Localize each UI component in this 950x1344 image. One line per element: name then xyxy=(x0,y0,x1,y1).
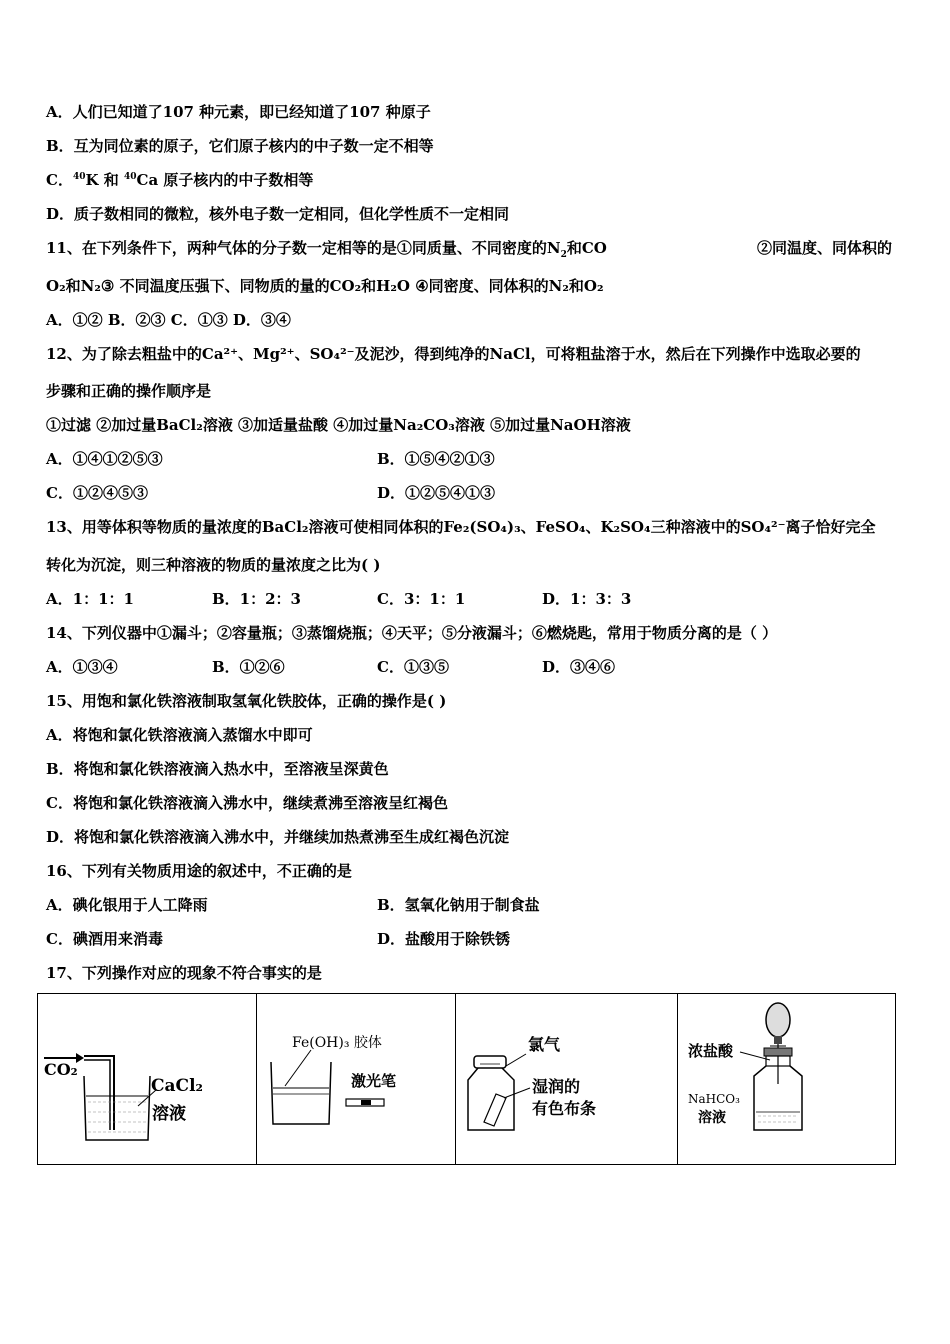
q11-options: A．①② B．②③ C．①③ D．③④ xyxy=(46,311,291,329)
q14-option-b: B．①②⑥ xyxy=(212,658,285,676)
q11-stem-line1-right: ②同温度、同体积的 xyxy=(757,239,893,257)
figure-chlorine-bottle xyxy=(456,994,678,1164)
q17-stem: 17、下列操作对应的现象不符合事实的是 xyxy=(46,964,322,982)
q11-stem-line1: 11、在下列条件下，两种气体的分子数一定相等的是①同质量、不同密度的$N_2$和CO xyxy=(46,239,607,260)
q12-stem-line1: 12、为了除去粗盐中的Ca²⁺、Mg²⁺、SO₄²⁻及泥沙，得到纯净的NaCl，可将粗盐溶于水，然后在下列操作中选取必要的 xyxy=(46,345,861,363)
q13-stem-line1: 13、用等体积等物质的量浓度的BaCl₂溶液可使相同体积的Fe₂(SO₄)₃、FeSO₄、K₂SO₄三种溶液中的SO₄²⁻离子恰好完全 xyxy=(46,518,876,536)
q12-stem-line2: 步骤和正确的操作顺序是 xyxy=(46,382,212,400)
figure-colloid-laser xyxy=(257,994,456,1164)
q12-option-d: D．①②⑤④①③ xyxy=(377,484,496,502)
q16-option-b: B．氢氧化钠用于制食盐 xyxy=(377,896,540,914)
co2-label: CO₂ xyxy=(44,1060,78,1079)
q14-option-d: D．③④⑥ xyxy=(542,658,616,676)
q12-option-b: B．①⑤④②①③ xyxy=(377,450,495,468)
q11-stem-line2: O₂和N₂③ 不同温度压强下、同物质的量的CO₂和H₂O ④同密度、同体积的N₂和O₂ xyxy=(46,277,604,295)
q13-stem-line2: 转化为沉淀，则三种溶液的物质的量浓度之比为( ) xyxy=(46,556,381,574)
q17-figure-table xyxy=(37,993,896,1165)
q15-option-a: A．将饱和氯化铁溶液滴入蒸馏水中即可 xyxy=(46,726,313,744)
figure-hcl-nahco3 xyxy=(678,994,895,1164)
q12-operations: ①过滤 ②加过量BaCl₂溶液 ③加适量盐酸 ④加过量Na₂CO₃溶液 ⑤加过量NaOH溶液 xyxy=(46,416,631,434)
chlorine-label: 氯气 xyxy=(528,1035,561,1054)
q15-option-c: C．将饱和氯化铁溶液滴入沸水中，继续煮沸至溶液呈红褐色 xyxy=(46,794,448,812)
nahco3-solution-label: 溶液 xyxy=(698,1110,726,1126)
cacl2-label: CaCl₂ xyxy=(151,1076,203,1096)
q13-option-a: A．1：1：1 xyxy=(46,590,134,608)
hcl-bottle-illustration xyxy=(678,994,895,1164)
colored-cloth-label: 有色布条 xyxy=(532,1099,597,1118)
q16-option-c: C．碘酒用来消毒 xyxy=(46,930,163,948)
figure-co2-cacl2 xyxy=(38,994,257,1164)
q13-option-d: D．1：3：3 xyxy=(542,590,632,608)
q14-option-a: A．①③④ xyxy=(46,658,118,676)
q12-option-a: A．①④①②⑤③ xyxy=(46,450,163,468)
q14-stem: 14、下列仪器中①漏斗；②容量瓶；③蒸馏烧瓶；④天平；⑤分液漏斗；⑥燃烧匙，常用于物质分离的是（ ） xyxy=(46,624,778,642)
conc-hcl-label: 浓盐酸 xyxy=(688,1042,734,1060)
q15-option-d: D．将饱和氯化铁溶液滴入沸水中，并继续加热煮沸至生成红褐色沉淀 xyxy=(46,828,510,846)
q10-option-b: B．互为同位素的原子，它们原子核内的中子数一定不相等 xyxy=(46,137,434,155)
q15-option-b: B．将饱和氯化铁溶液滴入热水中，至溶液呈深黄色 xyxy=(46,760,389,778)
q16-stem: 16、下列有关物质用途的叙述中，不正确的是 xyxy=(46,862,352,880)
wet-label: 湿润的 xyxy=(532,1077,581,1096)
colloid-label: Fe(OH)₃ 胶体 xyxy=(292,1035,382,1051)
q10-option-d: D．质子数相同的微粒，核外电子数一定相同，但化学性质不一定相同 xyxy=(46,205,510,223)
q12-option-c: C．①②④⑤③ xyxy=(46,484,148,502)
beaker-co2-illustration xyxy=(38,994,257,1164)
q10-option-a: A．人们已知道了107 种元素，即已经知道了107 种原子 xyxy=(46,103,431,121)
q15-stem: 15、用饱和氯化铁溶液制取氢氧化铁胶体，正确的操作是( ) xyxy=(46,692,447,710)
laser-pointer-label: 激光笔 xyxy=(351,1072,397,1090)
q10-option-c: C．$^{40}$K 和 $^{40}$Ca 原子核内的中子数相等 xyxy=(46,171,314,189)
q13-option-b: B．1：2：3 xyxy=(212,590,301,608)
nahco3-label: NaHCO₃ xyxy=(688,1092,740,1106)
q16-option-d: D．盐酸用于除铁锈 xyxy=(377,930,511,948)
q13-option-c: C．3：1：1 xyxy=(377,590,466,608)
q16-option-a: A．碘化银用于人工降雨 xyxy=(46,896,208,914)
solution-label: 溶液 xyxy=(152,1104,186,1124)
q14-option-c: C．①③⑤ xyxy=(377,658,449,676)
